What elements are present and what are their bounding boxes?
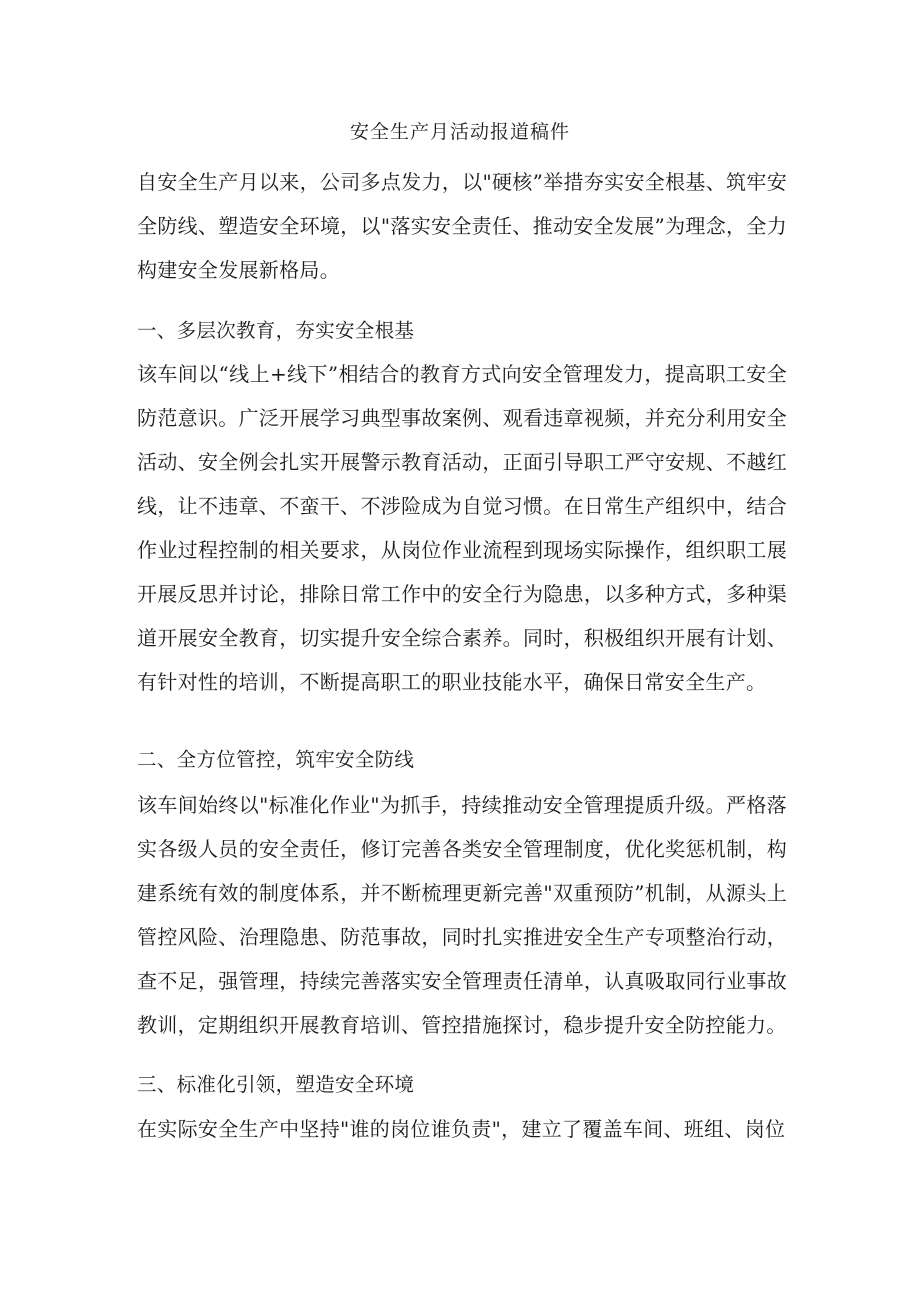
section-heading: 三、标准化引领，塑造安全环境 bbox=[137, 1073, 415, 1096]
section-3-body bbox=[137, 1107, 787, 1151]
section-2-heading-block bbox=[137, 738, 787, 782]
section-paragraph: 在实际安全生产中坚持"谁的岗位谁负责"，建立了覆盖车间、班组、岗位 bbox=[137, 1117, 786, 1141]
section-paragraph: 该车间始终以"标准化作业"为抓手，持续推动安全管理提质升级。严格落实各级人员的安全责任，修订完善各类安全管理制度，优化奖惩机制，构建系统有效的制度体系，并不断梳理更新完善"双重预防”机制，从源头上管控风险、治理隐患、防范事故，同时扎实推进安全生产专项整治行动，查不足，强管理，持续完善落实安全管理责任清单，认真吸取同行业事故教训，定期组织开展教育培训、管控措施探讨，稳步提升安全防控能力。 bbox=[137, 793, 787, 1037]
section-paragraph: 该车间以“线上+线下”相结合的教育方式向安全管理发力，提高职工安全防范意识。广泛开展学习典型事故案例、观看违章视频，并充分利用安全活动、安全例会扎实开展警示教育活动，正面引导职工严守安规、不越红线，让不违章、不蛮干、不涉险成为自觉习惯。在日常生产组织中，结合作业过程控制的相关要求，从岗位作业流程到现场实际操作，组织职工展开展反思并讨论，排除日常工作中的安全行为隐患，以多种方式，多种渠道开展安全教育，切实提升安全综合素养。同时，积极组织开展有计划、有针对性的培训，不断提高职工的职业技能水平，确保日常安全生产。 bbox=[137, 362, 787, 694]
section-3-heading-block bbox=[137, 1063, 787, 1107]
section-1-body bbox=[137, 352, 787, 704]
document-title: 安全生产月活动报道稿件 bbox=[349, 121, 570, 143]
intro-text: 自安全生产月以来，公司多点发力，以"硬核”举措夯实安全根基、筑牢安全防线、塑造安全环境，以"落实安全责任、推动安全发展”为理念，全力构建安全发展新格局。 bbox=[137, 170, 787, 282]
section-1-heading-block bbox=[137, 309, 787, 353]
section-heading: 一、多层次教育，夯实安全根基 bbox=[137, 319, 415, 342]
intro-paragraph bbox=[137, 160, 787, 292]
section-2-body bbox=[137, 783, 787, 1047]
section-heading: 二、全方位管控，筑牢安全防线 bbox=[137, 748, 415, 771]
